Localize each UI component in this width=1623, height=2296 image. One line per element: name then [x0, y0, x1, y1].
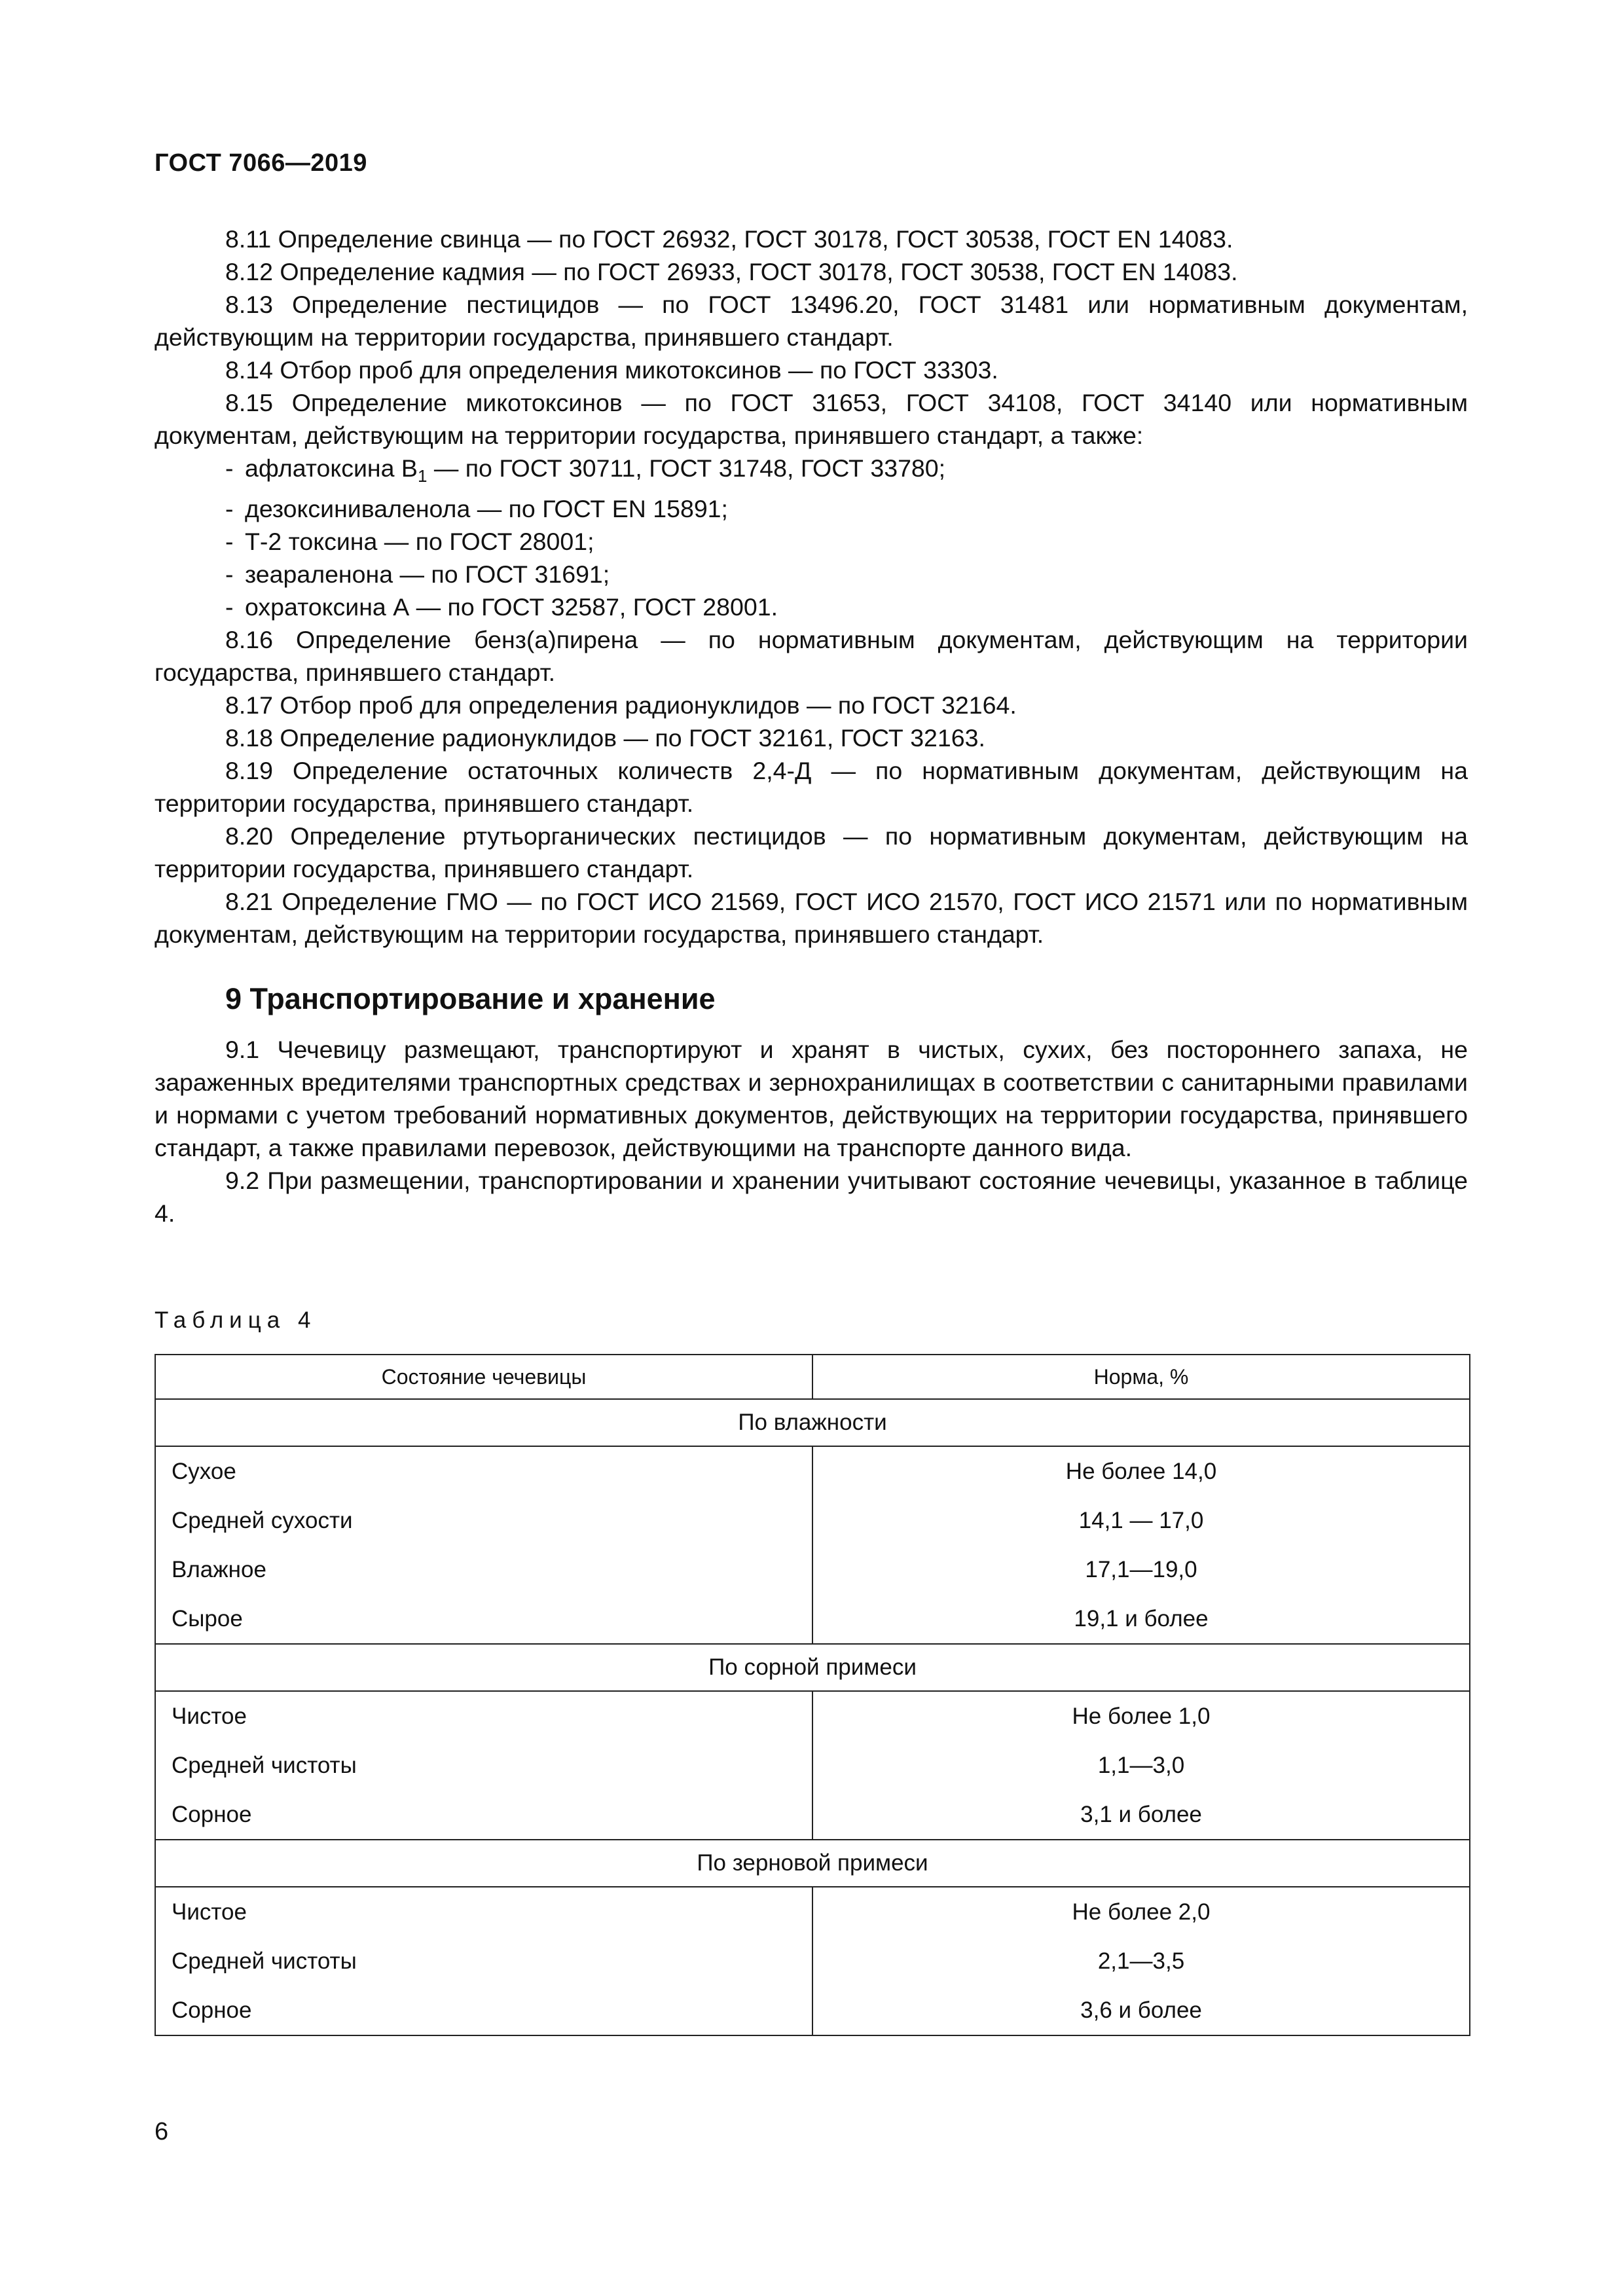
- state-cell: Сухое: [155, 1446, 812, 1496]
- section-title: 9 Транспортирование и хранение: [225, 982, 716, 1015]
- list-dash: -: [225, 495, 234, 522]
- page-number: 6: [155, 2118, 169, 2145]
- clause-8-20: 8.20 Определение ртутьорганических пестицидов — по нормативным документам, действующим на территории государства, принявшего стандарт.: [155, 822, 1468, 883]
- group-row: [155, 1399, 1470, 1446]
- list-item-text: афлатоксина $B_1$ — по ГОСТ 30711, ГОСТ 31748, ГОСТ 33780;: [245, 454, 946, 486]
- state-cell: Чистое: [155, 1887, 812, 1937]
- norm-cell: Не более 14,0: [812, 1446, 1470, 1496]
- state-cell: Влажное: [155, 1545, 812, 1594]
- state-cell: Сырое: [155, 1594, 812, 1644]
- list-item: [155, 525, 1468, 558]
- table-header-row: [155, 1355, 1470, 1399]
- norm-cell: 14,1 — 17,0: [812, 1496, 1470, 1545]
- group-title: По сорной примеси: [155, 1644, 1470, 1691]
- norm-cell: 1,1—3,0: [812, 1741, 1470, 1790]
- table-row: [155, 1446, 1470, 1496]
- clause-8-15: 8.15 Определение микотоксинов — по ГОСТ 31653, ГОСТ 34108, ГОСТ 34140 или нормативным документам, действующим на территории государства, принявшего стандарт, а также:: [155, 389, 1468, 449]
- table-caption: Таблица 4: [155, 1307, 317, 1333]
- list-item: [155, 452, 1468, 492]
- list-item: [155, 558, 1468, 591]
- clause-8-11: 8.11 Определение свинца — по ГОСТ 26932, ГОСТ 30178, ГОСТ 30538, ГОСТ EN 14083.: [225, 225, 1233, 253]
- list-dash: -: [225, 528, 234, 555]
- column-header-state: Состояние чечевицы: [155, 1355, 812, 1399]
- clause-8-16: 8.16 Определение бенз(а)пирена — по нормативным документам, действующим на территории государства, принявшего стандарт.: [155, 626, 1468, 686]
- list-item-text: охратоксина А — по ГОСТ 32587, ГОСТ 28001.: [245, 593, 778, 621]
- clause-8-18: 8.18 Определение радионуклидов — по ГОСТ 32161, ГОСТ 32163.: [225, 724, 985, 752]
- state-cell: Средней чистоты: [155, 1741, 812, 1790]
- group-title: По влажности: [155, 1399, 1470, 1446]
- table-row: [155, 1691, 1470, 1741]
- list-dash: -: [225, 593, 234, 621]
- clause-9-1: 9.1 Чечевицу размещают, транспортируют и хранят в чистых, сухих, без постороннего запаха, не зараженных вредителями транспортных средствах и зернохранилищах в соответствии с санитарными правилами и нормами с учетом требований нормативных документов, действующих на территории государства, принявшего стандарт, а также правилами перевозок, действующими на транспорте данного вида.: [155, 1036, 1468, 1161]
- table-row: [155, 1741, 1470, 1790]
- group-title: По зерновой примеси: [155, 1840, 1470, 1887]
- list-item-text: зеараленона — по ГОСТ 31691;: [245, 560, 610, 588]
- norm-cell: Не более 2,0: [812, 1887, 1470, 1937]
- norm-cell: 3,1 и более: [812, 1790, 1470, 1840]
- table-4: [155, 1354, 1470, 2036]
- norm-cell: 3,6 и более: [812, 1986, 1470, 2035]
- state-cell: Сорное: [155, 1986, 812, 2035]
- state-cell: Сорное: [155, 1790, 812, 1840]
- table-row: [155, 1594, 1470, 1644]
- norm-cell: 2,1—3,5: [812, 1937, 1470, 1986]
- state-cell: Средней сухости: [155, 1496, 812, 1545]
- table-row: [155, 1937, 1470, 1986]
- clause-8-19: 8.19 Определение остаточных количеств 2,4-Д — по нормативным документам, действующим на территории государства, принявшего стандарт.: [155, 757, 1468, 817]
- norm-cell: 17,1—19,0: [812, 1545, 1470, 1594]
- column-header-norm: Норма, %: [812, 1355, 1470, 1399]
- document-header-code: ГОСТ 7066—2019: [155, 149, 367, 177]
- table-row: [155, 1887, 1470, 1937]
- state-cell: Чистое: [155, 1691, 812, 1741]
- list-item: [155, 492, 1468, 525]
- list-dash: -: [225, 560, 234, 588]
- table-row: [155, 1545, 1470, 1594]
- table-row: [155, 1496, 1470, 1545]
- clause-9-2: 9.2 При размещении, транспортировании и хранении учитывают состояние чечевицы, указанное в таблице 4.: [155, 1167, 1468, 1227]
- group-row: [155, 1644, 1470, 1691]
- clause-8-21: 8.21 Определение ГМО — по ГОСТ ИСО 21569, ГОСТ ИСО 21570, ГОСТ ИСО 21571 или по нормативным документам, действующим на территории государства, принявшего стандарт.: [155, 888, 1468, 948]
- list-item-text: Т-2 токсина — по ГОСТ 28001;: [245, 528, 594, 555]
- list-dash: -: [225, 454, 234, 482]
- clause-8-14: 8.14 Отбор проб для определения микотоксинов — по ГОСТ 33303.: [225, 356, 998, 384]
- clause-8-12: 8.12 Определение кадмия — по ГОСТ 26933, ГОСТ 30178, ГОСТ 30538, ГОСТ EN 14083.: [225, 258, 1238, 285]
- norm-cell: Не более 1,0: [812, 1691, 1470, 1741]
- state-cell: Средней чистоты: [155, 1937, 812, 1986]
- document-body: [155, 223, 1468, 1230]
- list-item-text: дезоксиниваленола — по ГОСТ EN 15891;: [245, 495, 728, 522]
- table-row: [155, 1790, 1470, 1840]
- table-row: [155, 1986, 1470, 2035]
- clause-8-13: 8.13 Определение пестицидов — по ГОСТ 13496.20, ГОСТ 31481 или нормативным документам, действующим на территории государства, принявшего стандарт.: [155, 291, 1468, 351]
- group-row: [155, 1840, 1470, 1887]
- norm-cell: 19,1 и более: [812, 1594, 1470, 1644]
- clause-8-17: 8.17 Отбор проб для определения радионуклидов — по ГОСТ 32164.: [225, 691, 1017, 719]
- list-item: [155, 591, 1468, 623]
